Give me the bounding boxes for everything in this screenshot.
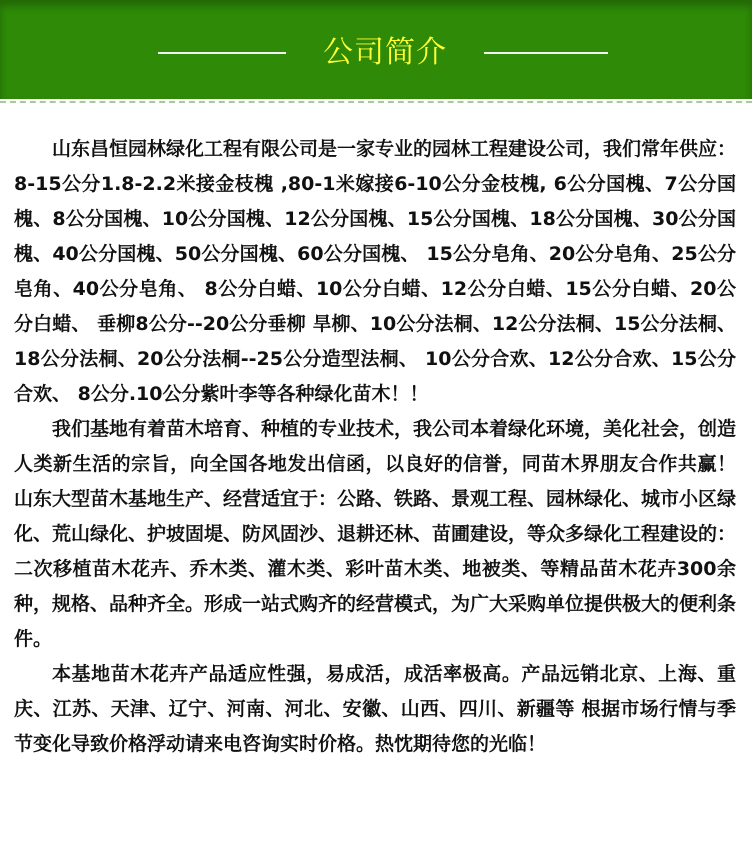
intro-paragraph-1: 山东昌恒园林绿化工程有限公司是一家专业的园林工程建设公司，我们常年供应： 8-15公分1.8-2.2米接金枝槐 ,80-1米嫁接6-10公分金枝槐, 6公分国槐、7公分国槐、8公分国槐、10公分国槐、12公分国槐、15公分国槐、18公分国槐、30公分国槐、40公分国槐、50公分国槐、60公分国槐、 15公分皂角、20公分皂角、25公分皂角、40公分皂角、 8公分白蜡、10公分白蜡、12公分白蜡、15公分白蜡、20公分白蜡、 垂柳8公分--20公分垂柳 旱柳、10公分法桐、12公分法桐、15公分法桐、18公分法桐、20公分法桐--25公分造型法桐、 10公分合欢、12公分合欢、15公分合欢、 8公分.10公分紫叶李等各种绿化苗木！！ [14, 138, 737, 405]
header-line-right [484, 52, 608, 54]
page-title: 公司简介 [323, 35, 447, 70]
header-line-left [158, 52, 286, 54]
dashed-divider [0, 101, 752, 103]
header-banner [0, 0, 752, 99]
company-introduction [14, 132, 736, 762]
intro-paragraph-3: 本基地苗木花卉产品适应性强，易成活，成活率极高。产品远销北京、上海、重庆、江苏、天津、辽宁、河南、河北、安徽、山西、四川、新疆等 根据市场行情与季节变化导致价格浮动请来电咨询实时价格。热忱期待您的光临！ [14, 663, 736, 755]
intro-paragraph-2: 我们基地有着苗木培育、种植的专业技术，我公司本着绿化环境，美化社会，创造人类新生活的宗旨，向全国各地发出信函，以良好的信誉，同苗木界朋友合作共赢！ 山东大型苗木基地生产、经营适宜于：公路、铁路、景观工程、园林绿化、城市小区绿化、荒山绿化、护坡固堤、防风固沙、退耕还林、苗圃建设，等众多绿化工程建设的： 二次移植苗木花卉、乔木类、灌木类、彩叶苗木类、地被类、等精品苗木花卉300余种，规格、品种齐全。形成一站式购齐的经营模式，为广大采购单位提供极大的便利条件。 [14, 418, 737, 650]
